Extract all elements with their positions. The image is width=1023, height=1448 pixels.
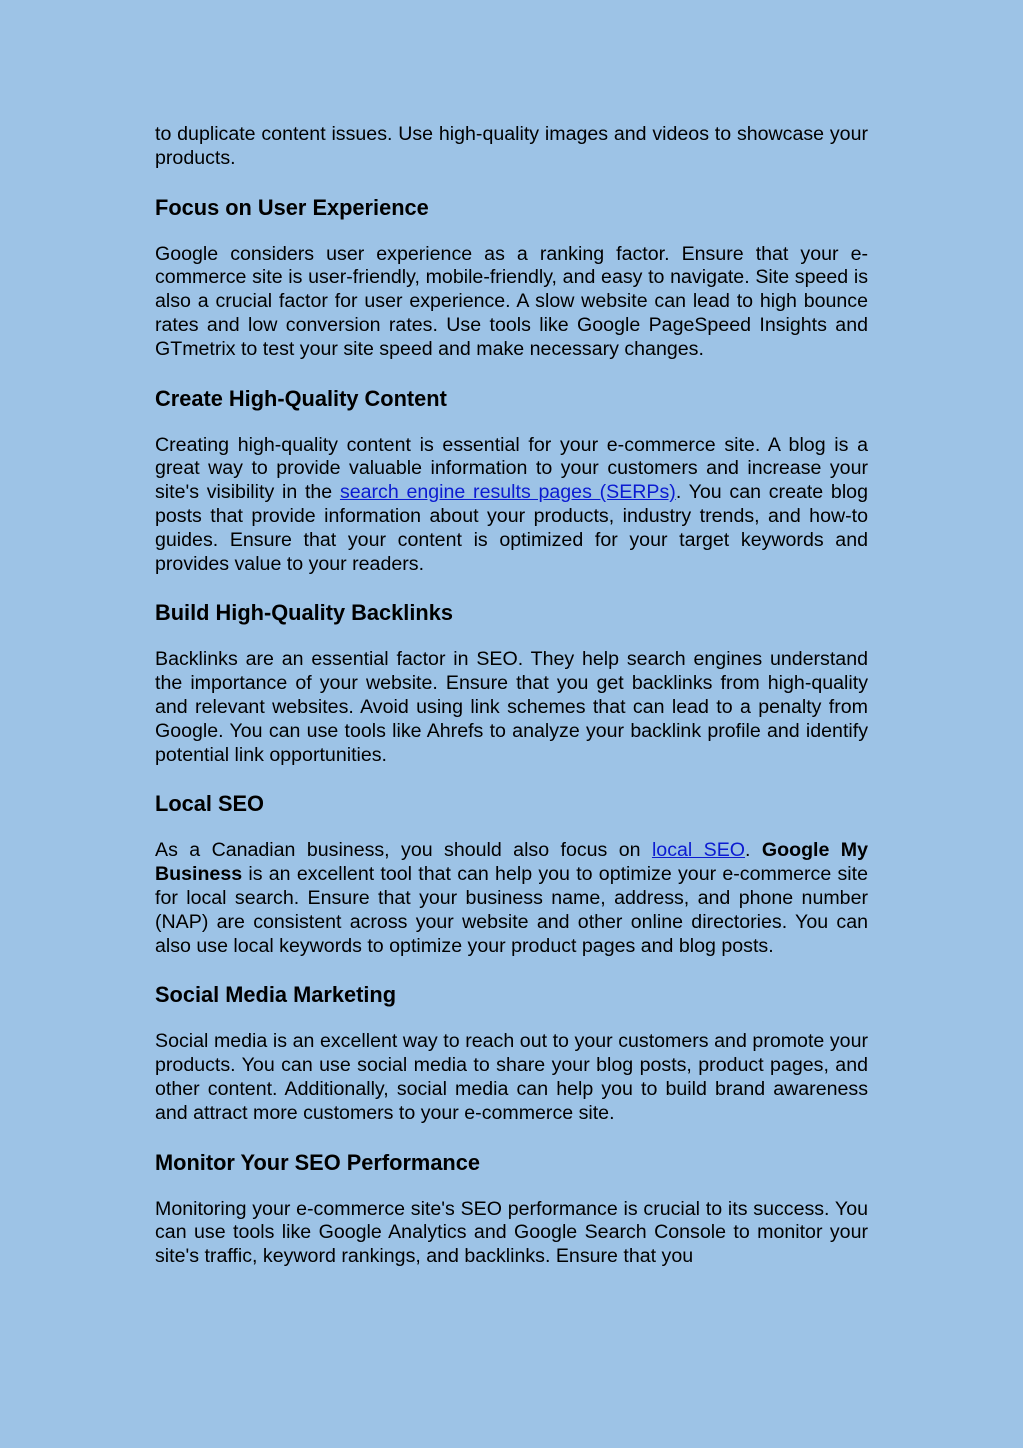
section-paragraph: Social media is an excellent way to reach out to your customers and promote your products. You can use social media to share your blog posts, product pages, and other content. Additionally, social media can help you to build brand awareness and attract more customers to your e-commerce site. [155,1030,868,1124]
intro-paragraph: to duplicate content issues. Use high-quality images and videos to showcase your products. [155,123,868,169]
section-paragraph: Backlinks are an essential factor in SEO. They help search engines understand the importance of your website. Ensure that you get backlinks from high-quality and relevant websites. Avoid using link schemes that can lead to a penalty from Google. You can use tools like Ahrefs to analyze your backlink profile and identify potential link opportunities. [155,648,868,766]
local-seo-link[interactable]: local SEO [651,839,746,862]
section-social-media [155,982,868,1125]
section-heading: Build High-Quality Backlinks [155,600,453,626]
section-heading: Social Media Marketing [155,982,397,1008]
section-paragraph: Google considers user experience as a ranking factor. Ensure that your e-commerce site is user-friendly, mobile-friendly, and easy to navigate. Site speed is also a crucial factor for user experience. A slow website can lead to high bounce rates and low conversion rates. Use tools like Google PageSpeed Insights and GTmetrix to test your site speed and make necessary changes. [155,242,868,360]
google-my-business-bold: Google My Business [155,839,868,886]
section-local-seo [155,791,868,958]
section-backlinks [155,600,868,767]
document-content [155,123,868,1293]
section-heading: Create High-Quality Content [155,385,447,411]
section-heading: Monitor Your SEO Performance [155,1149,480,1175]
section-heading: Local SEO [155,791,265,817]
paragraph-text: . [745,839,762,862]
section-paragraph [155,434,868,577]
section-high-quality-content [155,386,868,577]
paragraph-text: . You can create blog posts that provide information about your products, industry trends, and how-to guides. Ensure that your content is optimized for your target keywords and provides value to your readers. [155,481,868,575]
paragraph-text: is an excellent tool that can help you to optimize your e-commerce site for local search. Ensure that your business name, address, and phone number (NAP) are consistent across your website and other online directories. You can also use local keywords to optimize your product pages and blog posts. [155,863,868,957]
section-paragraph [155,839,868,958]
section-user-experience [155,195,868,362]
paragraph-text: As a Canadian business, you should also focus on [155,839,652,862]
section-monitor-performance [155,1150,868,1269]
section-heading: Focus on User Experience [155,194,429,220]
paragraph-text: Creating high-quality content is essential for your e-commerce site. A blog is a great way to provide valuable information to your customers and increase your site's visibility in the [155,433,868,504]
serps-link[interactable]: search engine results pages (SERPs) [339,481,676,504]
section-paragraph: Monitoring your e-commerce site's SEO performance is crucial to its success. You can use tools like Google Analytics and Google Search Console to monitor your site's traffic, keyword rankings, and backlinks. Ensure that you [155,1197,868,1268]
